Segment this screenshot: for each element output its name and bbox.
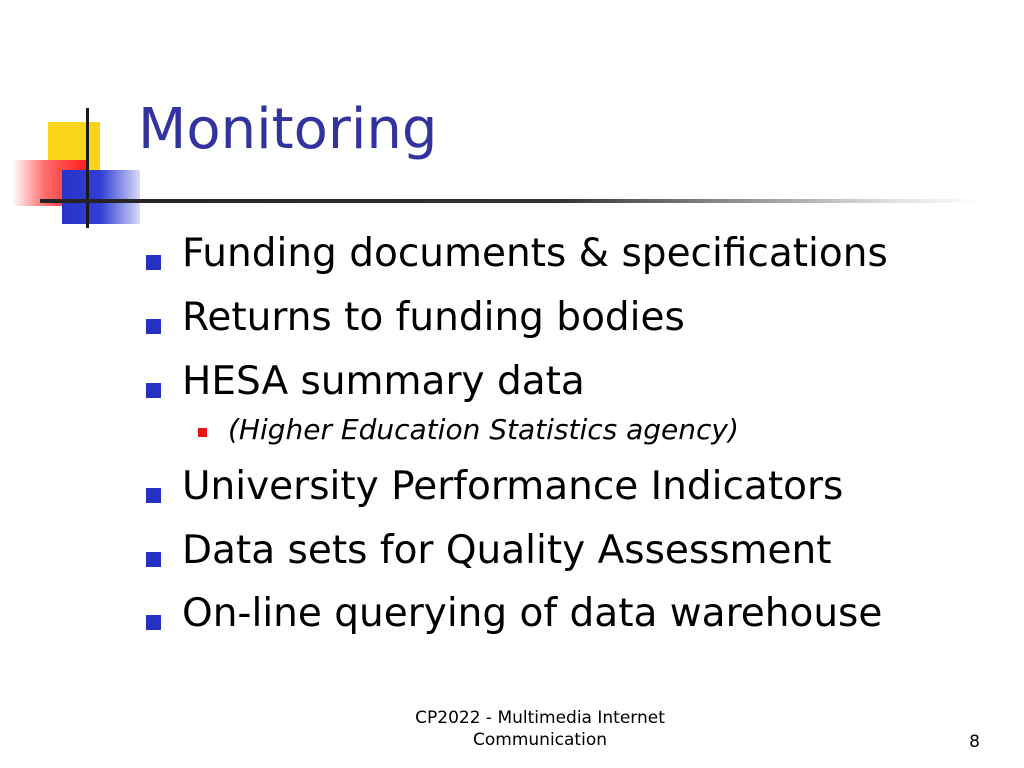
bullet-text: Funding documents & specifications (182, 231, 888, 276)
bullet-square-icon (146, 319, 161, 334)
bullet-item (146, 465, 1006, 510)
bullet-text: On-line querying of data warehouse (182, 591, 883, 637)
bullet-item (146, 296, 1006, 341)
bullet-text: University Performance Indicators (182, 463, 844, 509)
bullet-text: HESA summary data (182, 358, 585, 404)
bullet-square-icon (146, 488, 161, 503)
bullet-item (146, 592, 1006, 637)
bullet-item (146, 232, 1006, 277)
slide-footer (395, 707, 685, 751)
page-number: 8 (969, 732, 980, 752)
logo-vertical-line (86, 108, 89, 228)
footer-line-2: Communication (473, 730, 607, 751)
slide-title: Monitoring (138, 97, 438, 162)
bullet-list (146, 232, 1006, 656)
bullet-square-icon (146, 383, 161, 398)
footer-line-1: CP2022 - Multimedia Internet (415, 708, 665, 728)
sub-bullet-text: (Higher Education Statistics agency) (228, 412, 739, 446)
sub-bullet-square-icon (198, 428, 207, 437)
bullet-item (146, 360, 1006, 405)
logo-blue-square (62, 170, 140, 224)
bullet-square-icon (146, 255, 161, 270)
title-divider (40, 199, 980, 203)
sub-bullet-item (146, 414, 1006, 446)
bullet-text: Data sets for Quality Assessment (182, 527, 832, 573)
bullet-text: Returns to funding bodies (182, 294, 685, 340)
bullet-square-icon (146, 615, 161, 630)
decorative-logo (0, 100, 150, 230)
bullet-square-icon (146, 552, 161, 567)
bullet-item (146, 529, 1006, 574)
